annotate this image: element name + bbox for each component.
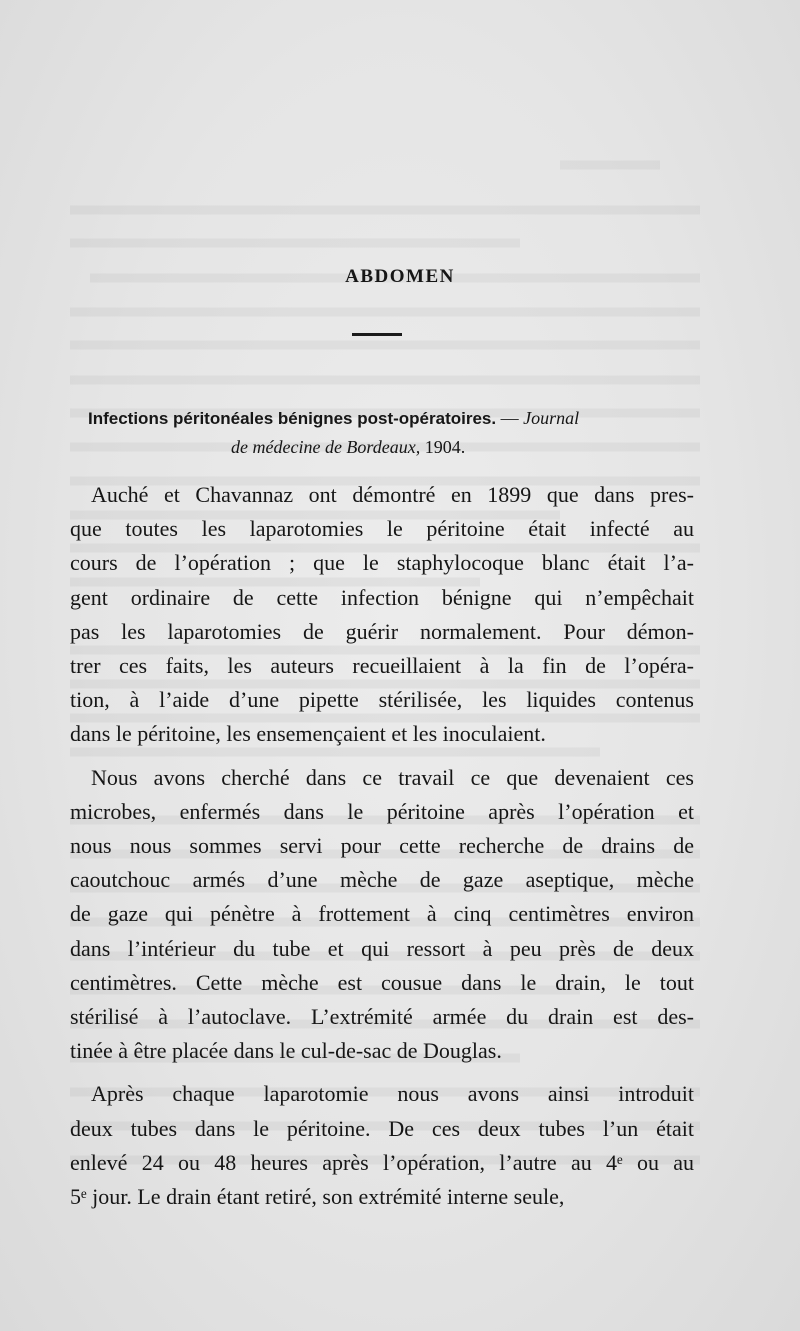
text-line: cours de l’opération ; que le staphylocoque blanc était l’a- [70,550,694,576]
paragraph-1 [70,478,694,752]
text-line: tinée à être placée dans le cul-de-sac de Douglas. [70,1038,502,1064]
text-line: nous nous sommes servi pour cette recherche de drains de [70,833,694,859]
text-line: dans le péritoine, les ensemençaient et les inoculaient. [70,721,546,747]
text-line: microbes, enfermés dans le péritoine après l’opération et [70,798,694,824]
text-line: dans l’intérieur du tube et qui ressort à peu près de deux [70,935,694,961]
section-title: ABDOMEN [345,266,455,287]
citation-line-2 [88,433,712,461]
citation-separator: — [500,408,519,428]
text-line: stérilisé à l’autoclave. L’extrémité armée du drain est des- [70,1004,694,1030]
article-title: Infections péritonéales bénignes post-opératoires. [88,409,497,428]
text-line: deux tubes dans le péritoine. De ces deux tubes l’un était [70,1115,694,1141]
paragraph-3 [70,1077,694,1214]
text-line: pas les laparotomies de guérir normalement. Pour démon- [70,618,694,644]
citation-line-1 [88,404,712,433]
text-line: 5ᵉ jour. Le drain étant retiré, son extrémité interne seule, [70,1184,565,1210]
journal-name-part-1: Journal [523,408,580,428]
text-line: de gaze qui pénètre à frottement à cinq centimètres environ [70,901,694,927]
text-line: trer ces faits, les auteurs recueillaient à la fin de l’opéra- [70,653,694,679]
journal-name-part-2: de médecine de Bordeaux, [231,437,421,457]
text-line: que toutes les laparotomies le péritoine était infecté au [70,516,694,542]
text-line: tion, à l’aide d’une pipette stérilisée, les liquides contenus [70,687,694,713]
title-divider [352,333,402,336]
text-line: gent ordinaire de cette infection bénigne qui n’empêchait [70,584,694,610]
article-citation [88,404,712,461]
publication-year: 1904. [424,437,466,457]
text-line: Après chaque laparotomie nous avons ainsi introduit [91,1081,694,1107]
article-body [70,478,694,1214]
text-line: centimètres. Cette mèche est cousue dans le drain, le tout [70,969,694,995]
text-line: Auché et Chavannaz ont démontré en 1899 que dans pres- [91,482,694,507]
paragraph-2 [70,761,694,1069]
text-line: enlevé 24 ou 48 heures après l’opération, l’autre au 4ᵉ ou au [70,1149,694,1175]
text-line: caoutchouc armés d’une mèche de gaze aseptique, mèche [70,867,694,893]
text-line: Nous avons cherché dans ce travail ce que devenaient ces [91,764,694,790]
